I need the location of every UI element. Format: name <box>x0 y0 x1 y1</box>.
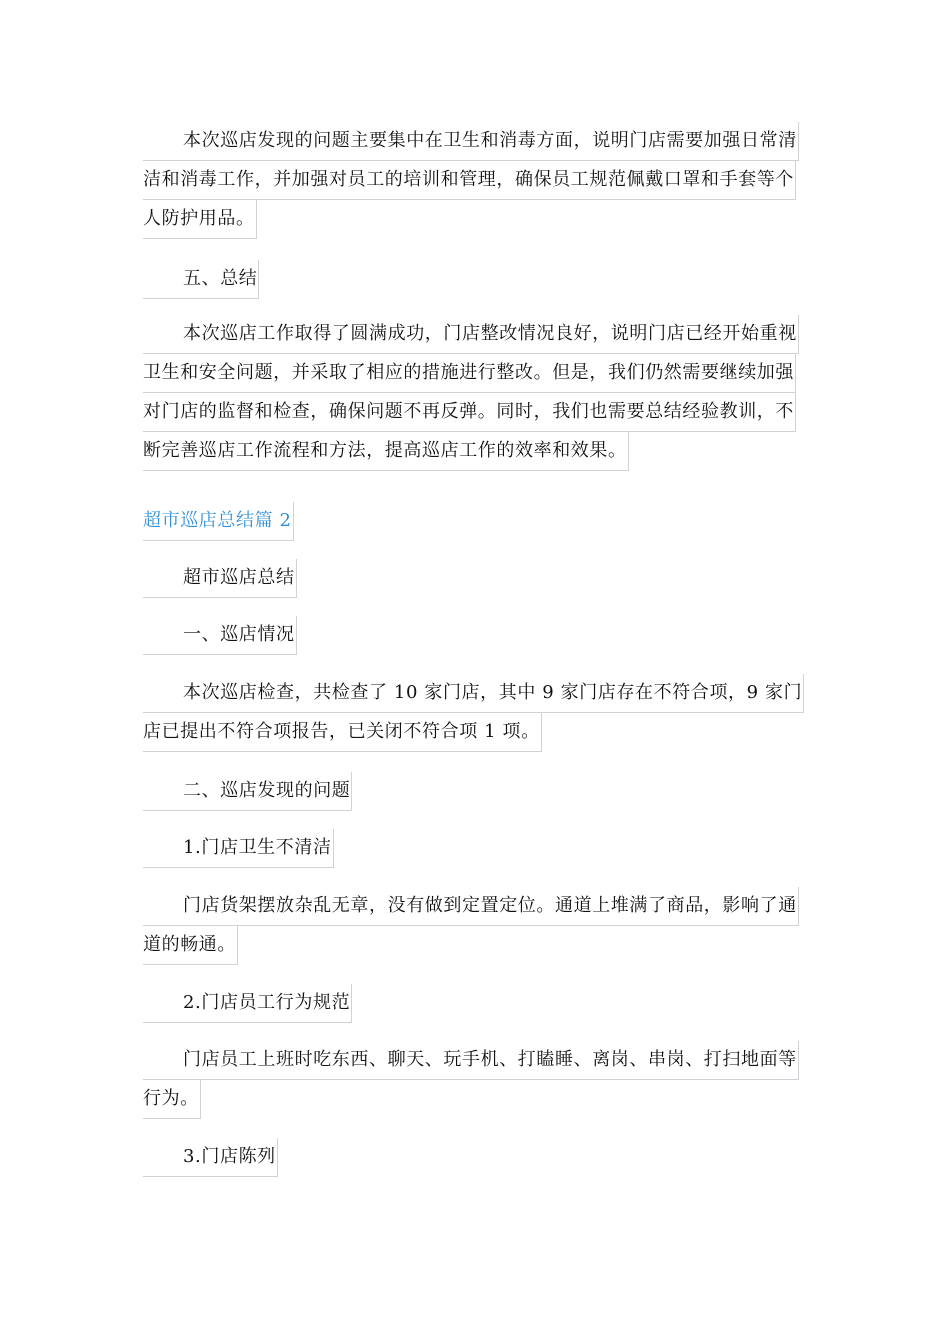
text-line: 门店货架摆放杂乱无章，没有做到定置定位。通道上堆满了商品，影响了通 <box>143 886 807 925</box>
text-line: 道的畅通。 <box>143 925 807 964</box>
text-line: 本次巡店工作取得了圆满成功，门店整改情况良好，说明门店已经开始重视 <box>143 314 807 353</box>
heading-item-3: 3.门店陈列 <box>143 1137 807 1176</box>
heading-problems: 二、巡店发现的问题 <box>143 771 807 810</box>
text-line: 本次巡店发现的问题主要集中在卫生和消毒方面，说明门店需要加强日常清 <box>143 121 807 160</box>
text-line: 人防护用品。 <box>143 199 807 238</box>
text-line: 门店员工上班时吃东西、聊天、玩手机、打瞌睡、离岗、串岗、打扫地面等 <box>143 1040 807 1079</box>
text-line: 洁和消毒工作，并加强对员工的培训和管理，确保员工规范佩戴口罩和手套等个 <box>143 160 807 199</box>
section-title: 超市巡店总结篇 2 <box>143 501 807 540</box>
text-line: 本次巡店检查，共检查了 10 家门店，其中 9 家门店存在不符合项，9 家门 <box>143 673 807 712</box>
paragraph-problem-analysis <box>143 121 807 238</box>
heading-main: 超市巡店总结 <box>143 558 807 597</box>
paragraph-item-2 <box>143 1040 807 1118</box>
text-line: 行为。 <box>143 1079 807 1118</box>
heading-item-2: 2.门店员工行为规范 <box>143 983 807 1022</box>
text-line: 店已提出不符合项报告，已关闭不符合项 1 项。 <box>143 712 807 751</box>
text-line: 断完善巡店工作流程和方法，提高巡店工作的效率和效果。 <box>143 431 807 470</box>
paragraph-situation <box>143 673 807 751</box>
heading-summary: 五、总结 <box>143 259 807 298</box>
paragraph-item-1 <box>143 886 807 964</box>
heading-item-1: 1.门店卫生不清洁 <box>143 828 807 867</box>
heading-situation: 一、巡店情况 <box>143 615 807 654</box>
text-line: 卫生和安全问题，并采取了相应的措施进行整改。但是，我们仍然需要继续加强 <box>143 353 807 392</box>
text-line: 对门店的监督和检查，确保问题不再反弹。同时，我们也需要总结经验教训，不 <box>143 392 807 431</box>
paragraph-summary <box>143 314 807 470</box>
